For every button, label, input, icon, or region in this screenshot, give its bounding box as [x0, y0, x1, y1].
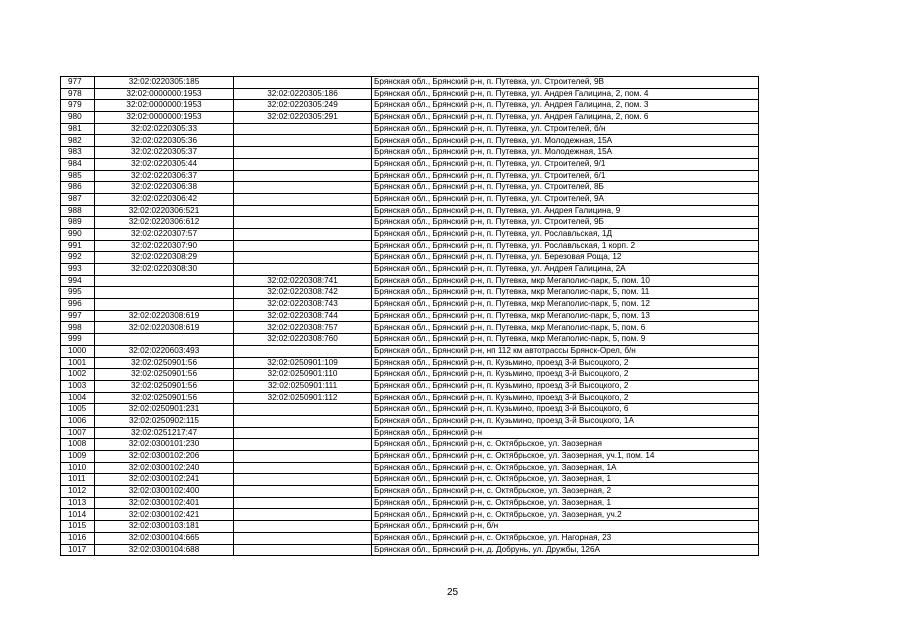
table-row	[61, 497, 759, 509]
row-number-cell: 989	[61, 217, 95, 229]
table-row	[61, 474, 759, 486]
table-row	[61, 439, 759, 451]
related-cadastral-number-cell	[234, 217, 372, 229]
row-number-cell: 978	[61, 88, 95, 100]
address-cell: Брянская обл., Брянский р-н	[372, 427, 759, 439]
cadastral-number-cell: 32:02:0250901:231	[95, 404, 234, 416]
cadastral-number-cell: 32:02:0300101:230	[95, 439, 234, 451]
related-cadastral-number-cell: 32:02:0220308:741	[234, 275, 372, 287]
related-cadastral-number-cell	[234, 205, 372, 217]
cadastral-number-cell: 32:02:0300102:401	[95, 497, 234, 509]
table-row	[61, 205, 759, 217]
table-row	[61, 427, 759, 439]
address-cell: Брянская обл., Брянский р-н, п. Путевка, мкр Мегаполис-парк, 5, пом. 10	[372, 275, 759, 287]
address-cell: Брянская обл., Брянский р-н, п. Путевка, мкр Мегаполис-парк, 5, пом. 9	[372, 334, 759, 346]
cadastral-number-cell: 32:02:0250901:56	[95, 369, 234, 381]
table-row	[61, 334, 759, 346]
row-number-cell: 1009	[61, 451, 95, 463]
related-cadastral-number-cell	[234, 509, 372, 521]
related-cadastral-number-cell	[234, 427, 372, 439]
address-cell: Брянская обл., Брянский р-н, с. Октябрьское, ул. Заозерная, уч.2	[372, 509, 759, 521]
cadastral-number-cell: 32:02:0250901:56	[95, 380, 234, 392]
page-number: 25	[446, 587, 459, 598]
related-cadastral-number-cell	[234, 544, 372, 556]
related-cadastral-number-cell	[234, 451, 372, 463]
table-row	[61, 147, 759, 159]
address-cell: Брянская обл., Брянский р-н, п. Путевка, мкр Мегаполис-парк, 5, пом. 6	[372, 322, 759, 334]
address-cell: Брянская обл., Брянский р-н, п. Кузьмино, проезд 3-й Высоцкого, 2	[372, 357, 759, 369]
address-cell: Брянская обл., Брянский р-н, п. Путевка, ул. Березовая Роща, 12	[372, 252, 759, 264]
row-number-cell: 998	[61, 322, 95, 334]
cadastral-number-cell: 32:02:0220308:619	[95, 310, 234, 322]
address-cell: Брянская обл., Брянский р-н, с. Октябрьское, ул. Заозерная, 2	[372, 486, 759, 498]
address-cell: Брянская обл., Брянский р-н, п. Путевка, ул. Рославльская, 1Д	[372, 228, 759, 240]
row-number-cell: 993	[61, 264, 95, 276]
related-cadastral-number-cell	[234, 170, 372, 182]
table-row	[61, 112, 759, 124]
related-cadastral-number-cell: 32:02:0220305:186	[234, 88, 372, 100]
cadastral-number-cell: 32:02:0220305:44	[95, 158, 234, 170]
table-row	[61, 357, 759, 369]
row-number-cell: 1005	[61, 404, 95, 416]
table-row	[61, 228, 759, 240]
related-cadastral-number-cell: 32:02:0220308:757	[234, 322, 372, 334]
row-number-cell: 990	[61, 228, 95, 240]
address-cell: Брянская обл., Брянский р-н, с. Октябрьское, ул. Заозерная, 1А	[372, 462, 759, 474]
table-row	[61, 486, 759, 498]
related-cadastral-number-cell	[234, 123, 372, 135]
row-number-cell: 1013	[61, 497, 95, 509]
row-number-cell: 988	[61, 205, 95, 217]
table-row	[61, 369, 759, 381]
table-row	[61, 322, 759, 334]
row-number-cell: 1002	[61, 369, 95, 381]
related-cadastral-number-cell: 32:02:0250901:112	[234, 392, 372, 404]
related-cadastral-number-cell	[234, 404, 372, 416]
cadastral-number-cell	[95, 334, 234, 346]
related-cadastral-number-cell	[234, 474, 372, 486]
table-row	[61, 310, 759, 322]
related-cadastral-number-cell: 32:02:0220308:742	[234, 287, 372, 299]
table-row	[61, 345, 759, 357]
address-cell: Брянская обл., Брянский р-н, п. Путевка, ул. Молодежная, 15А	[372, 135, 759, 147]
row-number-cell: 1008	[61, 439, 95, 451]
table-row	[61, 88, 759, 100]
related-cadastral-number-cell	[234, 345, 372, 357]
related-cadastral-number-cell	[234, 158, 372, 170]
related-cadastral-number-cell	[234, 193, 372, 205]
address-cell: Брянская обл., Брянский р-н, б/н	[372, 521, 759, 533]
cadastral-number-cell: 32:02:0220306:521	[95, 205, 234, 217]
table-row	[61, 77, 759, 89]
row-number-cell: 986	[61, 182, 95, 194]
related-cadastral-number-cell: 32:02:0220305:291	[234, 112, 372, 124]
row-number-cell: 1010	[61, 462, 95, 474]
address-cell: Брянская обл., Брянский р-н, п. Путевка, ул. Строителей, 9/1	[372, 158, 759, 170]
table-row	[61, 264, 759, 276]
cadastral-number-cell: 32:02:0220306:37	[95, 170, 234, 182]
table-row	[61, 182, 759, 194]
row-number-cell: 1012	[61, 486, 95, 498]
address-cell: Брянская обл., Брянский р-н, п. Путевка, ул. Рославльская, 1 корп. 2	[372, 240, 759, 252]
address-cell: Брянская обл., Брянский р-н, п. Кузьмино, проезд 3-й Высоцкого, 2	[372, 392, 759, 404]
related-cadastral-number-cell	[234, 228, 372, 240]
cadastral-number-cell: 32:02:0000000:1953	[95, 112, 234, 124]
cadastral-number-cell: 32:02:0220307:90	[95, 240, 234, 252]
cadastral-number-cell: 32:02:0220306:42	[95, 193, 234, 205]
related-cadastral-number-cell	[234, 462, 372, 474]
cadastral-number-cell: 32:02:0220305:185	[95, 77, 234, 89]
address-cell: Брянская обл., Брянский р-н, п. Путевка, мкр Мегаполис-парк, 5, пом. 13	[372, 310, 759, 322]
row-number-cell: 994	[61, 275, 95, 287]
related-cadastral-number-cell: 32:02:0220308:743	[234, 299, 372, 311]
table-row	[61, 123, 759, 135]
row-number-cell: 992	[61, 252, 95, 264]
address-cell: Брянская обл., Брянский р-н, п. Кузьмино, проезд 3-й Высоцкого, 6	[372, 404, 759, 416]
table-row	[61, 217, 759, 229]
cadastral-number-cell: 32:02:0220307:57	[95, 228, 234, 240]
cadastral-number-cell: 32:02:0300103:181	[95, 521, 234, 533]
cadastral-number-cell	[95, 287, 234, 299]
cadastral-number-cell: 32:02:0220603:493	[95, 345, 234, 357]
related-cadastral-number-cell: 32:02:0220308:760	[234, 334, 372, 346]
address-cell: Брянская обл., Брянский р-н, п. Путевка, ул. Строителей, 9А	[372, 193, 759, 205]
row-number-cell: 980	[61, 112, 95, 124]
row-number-cell: 984	[61, 158, 95, 170]
table-row	[61, 275, 759, 287]
address-cell: Брянская обл., Брянский р-н, п. Кузьмино, проезд 3-й Высоцкого, 2	[372, 380, 759, 392]
related-cadastral-number-cell	[234, 486, 372, 498]
table-row	[61, 299, 759, 311]
row-number-cell: 1004	[61, 392, 95, 404]
table-body	[61, 77, 759, 556]
cadastral-number-cell: 32:02:0300102:240	[95, 462, 234, 474]
row-number-cell: 987	[61, 193, 95, 205]
cadastral-number-cell: 32:02:0000000:1953	[95, 100, 234, 112]
table-row	[61, 287, 759, 299]
cadastral-number-cell: 32:02:0220306:38	[95, 182, 234, 194]
cadastral-number-cell: 32:02:0220306:612	[95, 217, 234, 229]
cadastral-number-cell: 32:02:0250902:115	[95, 415, 234, 427]
cadastral-number-cell: 32:02:0300104:688	[95, 544, 234, 556]
related-cadastral-number-cell	[234, 240, 372, 252]
cadastral-number-cell: 32:02:0250901:56	[95, 357, 234, 369]
address-cell: Брянская обл., Брянский р-н, п. Путевка, мкр Мегаполис-парк, 5, пом. 12	[372, 299, 759, 311]
address-cell: Брянская обл., Брянский р-н, п. Путевка, ул. Андрея Галицина, 9	[372, 205, 759, 217]
cadastral-number-cell: 32:02:0250901:56	[95, 392, 234, 404]
cadastral-number-cell: 32:02:0220305:37	[95, 147, 234, 159]
address-cell: Брянская обл., Брянский р-н, п. Путевка, ул. Строителей, 9В	[372, 77, 759, 89]
cadastral-number-cell: 32:02:0000000:1953	[95, 88, 234, 100]
table-row	[61, 451, 759, 463]
address-cell: Брянская обл., Брянский р-н, с. Октябрьское, ул. Нагорная, 23	[372, 532, 759, 544]
cadastral-number-cell	[95, 275, 234, 287]
related-cadastral-number-cell	[234, 415, 372, 427]
row-number-cell: 1016	[61, 532, 95, 544]
related-cadastral-number-cell	[234, 264, 372, 276]
address-cell: Брянская обл., Брянский р-н, п. Путевка, ул. Строителей, 8Б	[372, 182, 759, 194]
row-number-cell: 995	[61, 287, 95, 299]
cadastral-number-cell: 32:02:0220305:33	[95, 123, 234, 135]
row-number-cell: 1003	[61, 380, 95, 392]
row-number-cell: 1006	[61, 415, 95, 427]
cadastral-number-cell: 32:02:0220308:29	[95, 252, 234, 264]
address-cell: Брянская обл., Брянский р-н, п. Путевка, ул. Строителей, б/н	[372, 123, 759, 135]
address-cell: Брянская обл., Брянский р-н, п. Путевка, ул. Андрея Галицина, 2, пом. 3	[372, 100, 759, 112]
cadastral-number-cell: 32:02:0251217:47	[95, 427, 234, 439]
table-row	[61, 170, 759, 182]
row-number-cell: 985	[61, 170, 95, 182]
related-cadastral-number-cell	[234, 497, 372, 509]
related-cadastral-number-cell	[234, 182, 372, 194]
table-row	[61, 404, 759, 416]
address-cell: Брянская обл., Брянский р-н, нп 112 км автотрассы Брянск-Орел, б/н	[372, 345, 759, 357]
table-row	[61, 252, 759, 264]
table-row	[61, 521, 759, 533]
cadastral-number-cell: 32:02:0300104:665	[95, 532, 234, 544]
related-cadastral-number-cell: 32:02:0250901:109	[234, 357, 372, 369]
row-number-cell: 1011	[61, 474, 95, 486]
row-number-cell: 982	[61, 135, 95, 147]
address-cell: Брянская обл., Брянский р-н, п. Путевка, ул. Строителей, 9Б	[372, 217, 759, 229]
related-cadastral-number-cell: 32:02:0250901:111	[234, 380, 372, 392]
related-cadastral-number-cell	[234, 521, 372, 533]
table-row	[61, 240, 759, 252]
cadastral-number-cell: 32:02:0300102:206	[95, 451, 234, 463]
row-number-cell: 981	[61, 123, 95, 135]
address-cell: Брянская обл., Брянский р-н, с. Октябрьское, ул. Заозерная	[372, 439, 759, 451]
row-number-cell: 983	[61, 147, 95, 159]
cadastral-number-cell: 32:02:0220308:619	[95, 322, 234, 334]
row-number-cell: 977	[61, 77, 95, 89]
row-number-cell: 1007	[61, 427, 95, 439]
related-cadastral-number-cell	[234, 532, 372, 544]
cadastral-number-cell: 32:02:0300102:421	[95, 509, 234, 521]
address-cell: Брянская обл., Брянский р-н, п. Путевка, ул. Андрея Галицина, 2, пом. 4	[372, 88, 759, 100]
address-cell: Брянская обл., Брянский р-н, п. Кузьмино, проезд 3-й Высоцкого, 2	[372, 369, 759, 381]
row-number-cell: 991	[61, 240, 95, 252]
related-cadastral-number-cell	[234, 77, 372, 89]
related-cadastral-number-cell	[234, 147, 372, 159]
row-number-cell: 996	[61, 299, 95, 311]
table-row	[61, 462, 759, 474]
table-row	[61, 532, 759, 544]
related-cadastral-number-cell: 32:02:0220308:744	[234, 310, 372, 322]
cadastral-number-cell: 32:02:0220305:36	[95, 135, 234, 147]
row-number-cell: 1001	[61, 357, 95, 369]
table-row	[61, 158, 759, 170]
address-cell: Брянская обл., Брянский р-н, п. Путевка, ул. Строителей, 6/1	[372, 170, 759, 182]
table-row	[61, 544, 759, 556]
cadastral-number-cell: 32:02:0300102:400	[95, 486, 234, 498]
related-cadastral-number-cell	[234, 135, 372, 147]
related-cadastral-number-cell: 32:02:0220305:249	[234, 100, 372, 112]
property-table	[60, 76, 759, 556]
address-cell: Брянская обл., Брянский р-н, п. Путевка, ул. Молодежная, 15А	[372, 147, 759, 159]
address-cell: Брянская обл., Брянский р-н, п. Путевка, ул. Андрея Галицина, 2, пом. 6	[372, 112, 759, 124]
table-row	[61, 415, 759, 427]
table-row	[61, 135, 759, 147]
address-cell: Брянская обл., Брянский р-н, п. Путевка, мкр Мегаполис-парк, 5, пом. 11	[372, 287, 759, 299]
cadastral-number-cell: 32:02:0220308:30	[95, 264, 234, 276]
table-row	[61, 193, 759, 205]
row-number-cell: 1017	[61, 544, 95, 556]
row-number-cell: 979	[61, 100, 95, 112]
cadastral-number-cell	[95, 299, 234, 311]
row-number-cell: 1014	[61, 509, 95, 521]
row-number-cell: 1000	[61, 345, 95, 357]
related-cadastral-number-cell: 32:02:0250901:110	[234, 369, 372, 381]
table-row	[61, 380, 759, 392]
address-cell: Брянская обл., Брянский р-н, п. Кузьмино, проезд 3-й Высоцкого, 1А	[372, 415, 759, 427]
cadastral-number-cell: 32:02:0300102:241	[95, 474, 234, 486]
table-row	[61, 509, 759, 521]
address-cell: Брянская обл., Брянский р-н, п. Путевка, ул. Андрея Галицина, 2А	[372, 264, 759, 276]
table-row	[61, 392, 759, 404]
table-row	[61, 100, 759, 112]
address-cell: Брянская обл., Брянский р-н, с. Октябрьское, ул. Заозерная, уч.1, пом. 14	[372, 451, 759, 463]
related-cadastral-number-cell	[234, 252, 372, 264]
row-number-cell: 997	[61, 310, 95, 322]
row-number-cell: 999	[61, 334, 95, 346]
address-cell: Брянская обл., Брянский р-н, с. Октябрьское, ул. Заозерная, 1	[372, 474, 759, 486]
row-number-cell: 1015	[61, 521, 95, 533]
related-cadastral-number-cell	[234, 439, 372, 451]
address-cell: Брянская обл., Брянский р-н, с. Октябрьское, ул. Заозерная, 1	[372, 497, 759, 509]
address-cell: Брянская обл., Брянский р-н, д. Добрунь, ул. Дружбы, 126А	[372, 544, 759, 556]
